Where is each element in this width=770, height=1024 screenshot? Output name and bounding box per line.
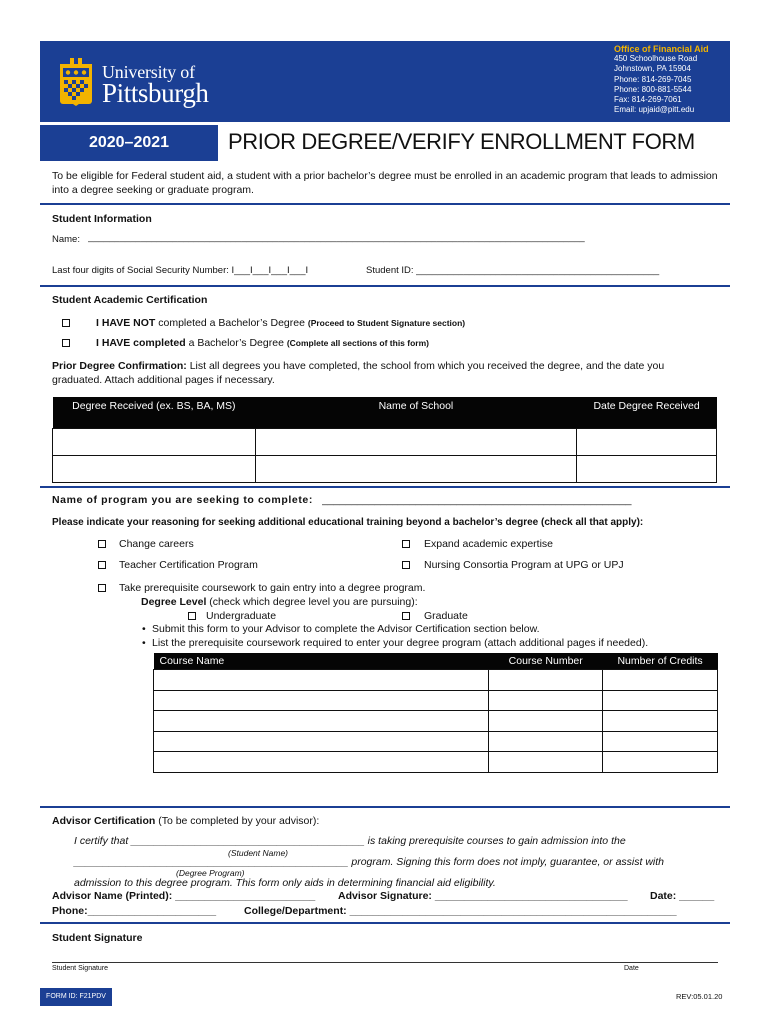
table-row [154, 731, 718, 752]
table-row [53, 428, 717, 455]
course-cell[interactable] [154, 670, 489, 691]
reason-checkbox[interactable] [98, 540, 106, 548]
table-row [53, 455, 717, 482]
column-header: Degree Received (ex. BS, BA, MS) [53, 397, 256, 428]
reason-option: Expand academic expertise [424, 538, 553, 550]
section-divider [40, 285, 730, 287]
instruction-bullet: Submit this form to your Advisor to complete the Advisor Certification section below. [152, 623, 540, 635]
office-email: Email: upjaid@pitt.edu [614, 105, 695, 115]
course-cell[interactable] [154, 711, 489, 732]
section-divider [40, 486, 730, 488]
student-id-field[interactable]: Student ID: ______________________________________________ [366, 265, 660, 276]
office-address2: Johnstown, PA 15904 [614, 64, 691, 74]
office-contact [614, 44, 730, 115]
title-row [40, 125, 730, 161]
column-header: Date Degree Received [577, 397, 717, 428]
form-title: PRIOR DEGREE/VERIFY ENROLLMENT FORM [228, 129, 695, 154]
degree-cell[interactable] [53, 455, 256, 482]
degree-program-caption: (Degree Program) [176, 868, 245, 878]
logo-text-line2: Pittsburgh [102, 78, 209, 108]
section-divider [40, 203, 730, 205]
course-cell[interactable] [489, 752, 603, 773]
office-fax: Fax: 814-269-7061 [614, 95, 682, 105]
table-row [154, 711, 718, 732]
reason-checkbox[interactable] [402, 540, 410, 548]
section-divider [40, 806, 730, 808]
office-phone2: Phone: 800-881-5544 [614, 84, 692, 94]
course-cell[interactable] [489, 670, 603, 691]
date-cell[interactable] [577, 455, 717, 482]
instruction-bullet: List the prerequisite coursework required to enter your degree program (attach additional pages if needed). [152, 637, 649, 649]
course-cell[interactable] [603, 752, 718, 773]
bullet-dot: • [142, 623, 146, 635]
undergraduate-checkbox[interactable] [188, 612, 196, 620]
reason-option: Change careers [119, 538, 194, 550]
logo-text-line1: University of [102, 62, 195, 82]
reason-label: Please indicate your reasoning for seeking additional educational training beyond a bachelor’s degree (check all that apply): [52, 517, 644, 528]
reason-checkbox[interactable] [98, 561, 106, 569]
advisor-signature-field[interactable]: Advisor Signature: _________________________________ [338, 890, 628, 902]
degree-cell[interactable] [53, 428, 256, 455]
student-signature-line[interactable] [52, 962, 718, 963]
have-not-checkbox[interactable] [62, 319, 70, 327]
school-cell[interactable] [255, 455, 576, 482]
name-field[interactable]: ______________________________________________________________________________________________ [88, 232, 585, 243]
revision-label: REV:05.01.20 [676, 992, 723, 1001]
office-title: Office of Financial Aid [614, 44, 709, 54]
ssn-field[interactable]: Last four digits of Social Security Number: I___I___I___I___I [52, 265, 309, 276]
prerequisite-option: Take prerequisite coursework to gain entry into a degree program. [119, 582, 426, 594]
certification-heading: Student Academic Certification [52, 294, 208, 306]
course-cell[interactable] [489, 731, 603, 752]
date-cell[interactable] [577, 428, 717, 455]
advisor-date-field[interactable]: Date: ______ [650, 890, 715, 902]
prior-degree-text2: graduated. Attach additional pages if necessary. [52, 374, 275, 386]
course-cell[interactable] [154, 690, 489, 711]
degree-level-text: Degree Level (check which degree level you are pursuing): [141, 596, 418, 608]
reason-option: Nursing Consortia Program at UPG or UPJ [424, 559, 624, 571]
column-header: Name of School [255, 397, 576, 428]
program-seeking-label: Name of program you are seeking to complete: [52, 494, 313, 506]
table-row [154, 752, 718, 773]
certify-line1[interactable]: I certify that ________________________________________ is taking prerequisite courses to gain admission into the [74, 835, 626, 847]
program-seeking-field[interactable]: _____________________________________________________ [322, 494, 632, 506]
student-info-heading: Student Information [52, 213, 152, 225]
undergraduate-label: Undergraduate [206, 610, 277, 622]
certify-line2[interactable]: _______________________________________________ program. Signing this form does not imply, guarantee, or assist with [74, 856, 664, 868]
have-completed-option: I HAVE completed a Bachelor’s Degree (Complete all sections of this form) [96, 337, 429, 349]
student-signature-heading: Student Signature [52, 932, 143, 944]
section-divider [40, 922, 730, 924]
graduate-checkbox[interactable] [402, 612, 410, 620]
name-label: Name: [52, 234, 80, 245]
advisor-name-field[interactable]: Advisor Name (Printed): ________________________ [52, 890, 316, 902]
prior-degree-text: Prior Degree Confirmation: List all degrees you have completed, the school from which you received the degree, and the date you [52, 360, 665, 372]
course-cell[interactable] [603, 670, 718, 691]
prerequisite-checkbox[interactable] [98, 584, 106, 592]
have-completed-checkbox[interactable] [62, 339, 70, 347]
advisor-heading: Advisor Certification (To be completed by your advisor): [52, 815, 320, 827]
intro-text: To be eligible for Federal student aid, a student with a prior bachelor’s degree must be enrolled in an academic program that leads to admission into a degree seeking or graduate program. [52, 170, 718, 196]
award-year: 2020–2021 [40, 125, 218, 161]
university-logo [58, 56, 218, 111]
date-caption: Date [624, 965, 639, 972]
reason-checkbox[interactable] [402, 561, 410, 569]
course-cell[interactable] [489, 711, 603, 732]
column-header: Course Name [154, 653, 489, 670]
have-not-option: I HAVE NOT completed a Bachelor’s Degree (Proceed to Student Signature section) [96, 317, 466, 329]
column-header: Number of Credits [603, 653, 718, 670]
course-cell[interactable] [603, 731, 718, 752]
degree-table [52, 397, 717, 483]
university-seal-icon [58, 56, 94, 108]
course-cell[interactable] [603, 711, 718, 732]
school-cell[interactable] [255, 428, 576, 455]
certify-line3: admission to this degree program. This form only aids in determining financial aid eligibility. [74, 877, 496, 889]
advisor-college-field[interactable]: College/Department: ________________________________________________________ [244, 905, 677, 917]
office-phone: Phone: 814-269-7045 [614, 74, 692, 84]
course-cell[interactable] [154, 752, 489, 773]
column-header: Course Number [489, 653, 603, 670]
course-table [153, 653, 718, 773]
bullet-dot: • [142, 637, 146, 649]
reason-option: Teacher Certification Program [119, 559, 258, 571]
student-name-caption: (Student Name) [228, 848, 288, 858]
signature-caption: Student Signature [52, 965, 109, 972]
table-row [154, 690, 718, 711]
course-cell[interactable] [154, 731, 489, 752]
office-address1: 450 Schoolhouse Road [614, 54, 698, 64]
course-cell[interactable] [603, 690, 718, 711]
table-row [154, 670, 718, 691]
graduate-label: Graduate [424, 610, 468, 622]
advisor-phone-field[interactable]: Phone:______________________ [52, 905, 217, 917]
course-cell[interactable] [489, 690, 603, 711]
form-id-badge: FORM ID: F21PDV [40, 988, 112, 1006]
